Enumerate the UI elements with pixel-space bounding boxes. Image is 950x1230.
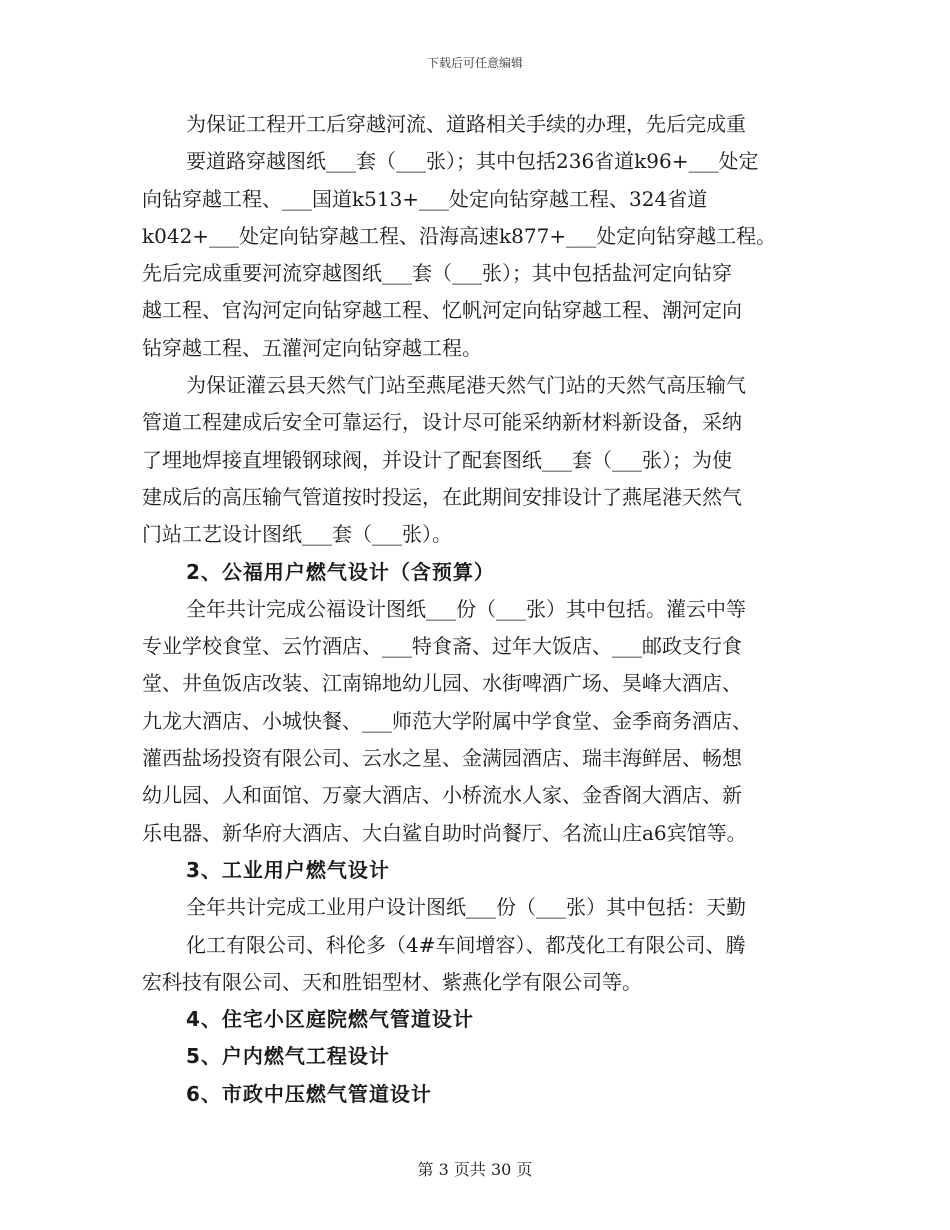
section-heading: 2、公福用户燃气设计（含预算） — [186, 559, 495, 584]
paragraph-line: 堂、井鱼饭店改装、江南锦地幼儿园、水街啤酒广场、昊峰大酒店、 — [142, 671, 742, 696]
paragraph-line: 乐电器、新华府大酒店、大白鲨自助时尚餐厅、名流山庄a6宾馆等。 — [142, 820, 747, 845]
section-heading: 3、工业用户燃气设计 — [186, 857, 390, 882]
paragraph-line: 先后完成重要河流穿越图纸___套（___张）；其中包括盐河定向钻穿 — [142, 261, 732, 286]
section-heading: 4、住宅小区庭院燃气管道设计 — [186, 1007, 474, 1032]
paragraph-line: 向钻穿越工程、___国道k513+___处定向钻穿越工程、324省道 — [142, 186, 708, 211]
paragraph-line: 要道路穿越图纸___套（___张）；其中包括236省道k96+___处定 — [186, 149, 759, 174]
paragraph-line: 了埋地焊接直埋锻钢球阀，并设计了配套图纸___套（___张）；为使 — [142, 447, 732, 472]
paragraph-line: 全年共计完成工业用户设计图纸___份（___张）其中包括：天勤 — [186, 895, 746, 920]
header-note: 下载后可任意编辑 — [426, 56, 523, 70]
paragraph-line: 化工有限公司、科伦多（4#车间增容）、都茂化工有限公司、腾 — [186, 932, 746, 957]
paragraph-line: 专业学校食堂、云竹酒店、___特食斋、过年大饭店、___邮政支行食 — [142, 634, 742, 659]
section-heading: 6、市政中压燃气管道设计 — [186, 1081, 432, 1106]
paragraph-line: 越工程、官沟河定向钻穿越工程、忆帆河定向钻穿越工程、潮河定向 — [142, 298, 742, 323]
paragraph-line: 门站工艺设计图纸___套（___张）。 — [142, 522, 452, 547]
document-body — [142, 106, 810, 1113]
section-heading: 5、户内燃气工程设计 — [186, 1044, 390, 1069]
paragraph-line: 建成后的高压输气管道按时投运，在此期间安排设计了燕尾港天然气 — [142, 484, 742, 509]
paragraph-line: k042+___处定向钻穿越工程、沿海高速k877+___处定向钻穿越工程。 — [142, 223, 777, 248]
paragraph-line: 全年共计完成公福设计图纸___份（___张）其中包括。灌云中等 — [186, 596, 746, 621]
paragraph-line: 幼儿园、人和面馆、万豪大酒店、小桥流水人家、金香阁大酒店、新 — [142, 783, 742, 808]
page-number: 第 3 页共 30 页 — [417, 1160, 533, 1179]
paragraph-line: 宏科技有限公司、天和胜铝型材、紫燕化学有限公司等。 — [142, 969, 642, 994]
paragraph-line: 九龙大酒店、小城快餐、___师范大学附属中学食堂、金季商务酒店、 — [142, 708, 752, 733]
paragraph-line: 管道工程建成后安全可靠运行，设计尽可能采纳新材料新设备，采纳 — [142, 410, 742, 435]
paragraph-line: 灌西盐场投资有限公司、云水之星、金满园酒店、瑞丰海鲜居、畅想 — [142, 746, 742, 771]
paragraph-line: 为保证工程开工后穿越河流、道路相关手续的办理，先后完成重 — [186, 112, 746, 136]
paragraph-line: 为保证灌云县天然气门站至燕尾港天然气门站的天然气高压输气 — [186, 373, 746, 398]
paragraph-line: 钻穿越工程、五灌河定向钻穿越工程。 — [142, 335, 482, 360]
